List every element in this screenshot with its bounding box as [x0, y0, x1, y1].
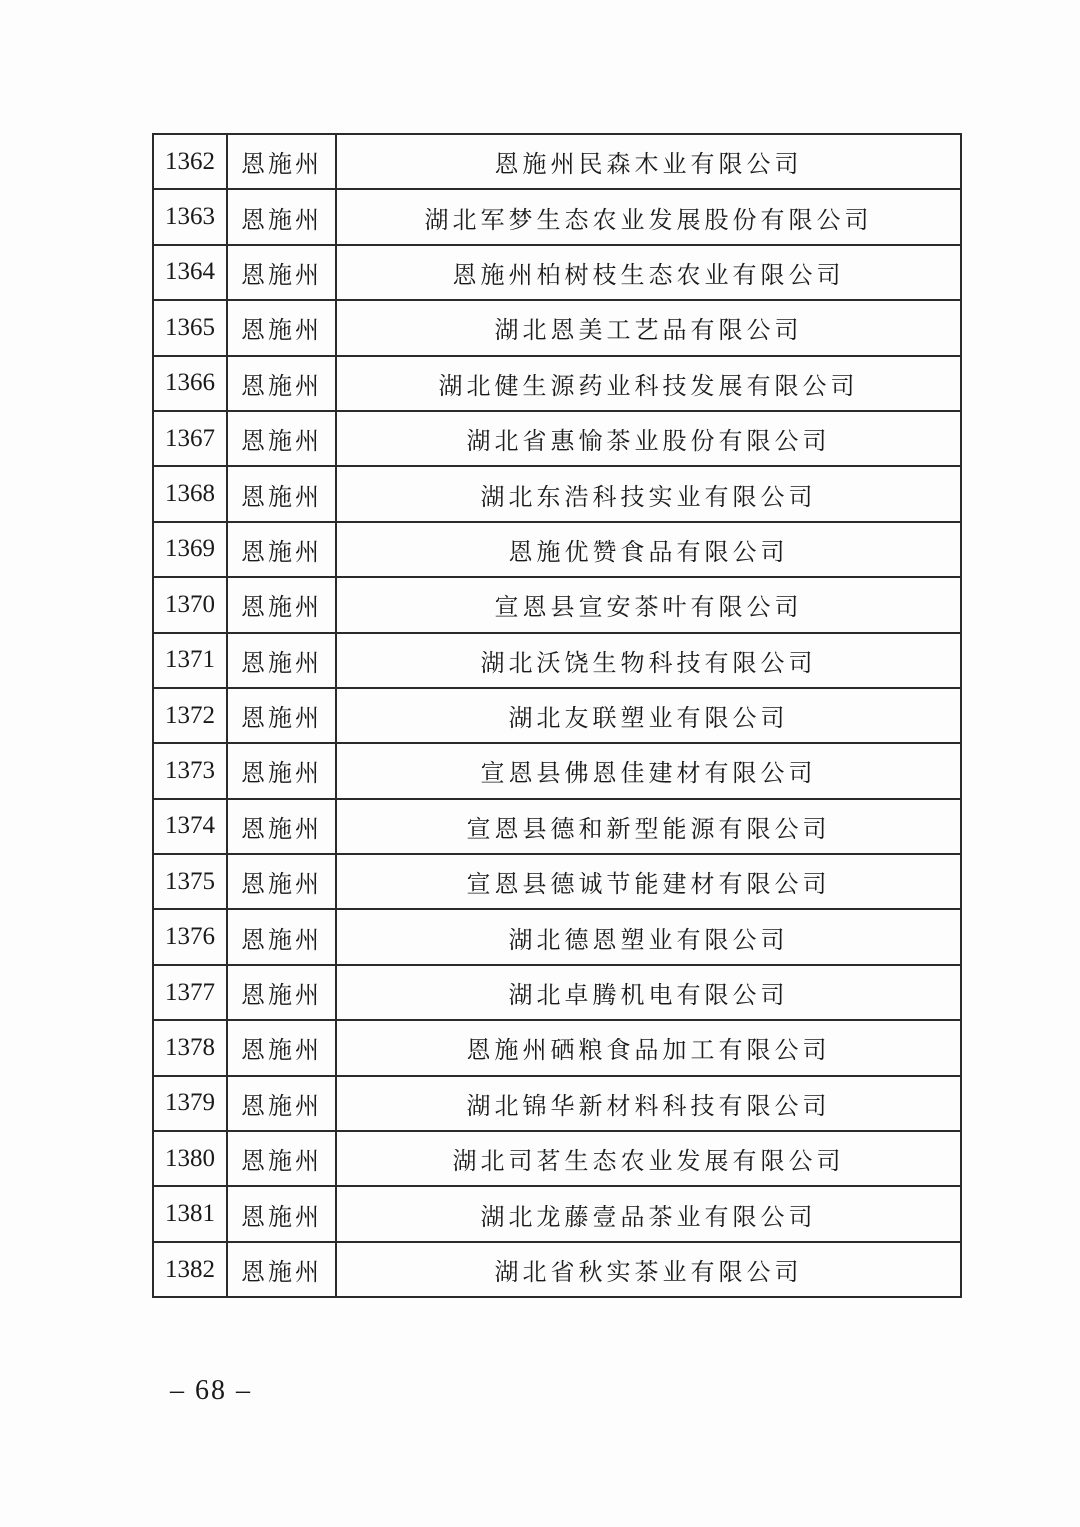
region-cell: 恩施州 — [227, 1186, 336, 1241]
company-name-cell: 恩施州硒粮食品加工有限公司 — [336, 1020, 961, 1075]
page-number: – 68 – — [170, 1375, 252, 1406]
region-cell: 恩施州 — [227, 633, 336, 688]
company-name-cell: 湖北司茗生态农业发展有限公司 — [336, 1131, 961, 1186]
row-number-cell: 1363 — [153, 189, 227, 244]
row-number-cell: 1381 — [153, 1186, 227, 1241]
region-cell: 恩施州 — [227, 356, 336, 411]
company-name-cell: 湖北友联塑业有限公司 — [336, 688, 961, 743]
row-number-cell: 1382 — [153, 1242, 227, 1297]
row-number-cell: 1364 — [153, 245, 227, 300]
company-name-cell: 恩施州柏树枝生态农业有限公司 — [336, 245, 961, 300]
company-name-cell: 湖北东浩科技实业有限公司 — [336, 466, 961, 521]
table-row — [153, 965, 961, 1020]
table-row — [153, 1131, 961, 1186]
region-cell: 恩施州 — [227, 688, 336, 743]
company-list-body — [153, 134, 961, 1297]
region-cell: 恩施州 — [227, 854, 336, 909]
company-name-cell: 湖北龙藤壹品茶业有限公司 — [336, 1186, 961, 1241]
table-row — [153, 134, 961, 189]
row-number-cell: 1368 — [153, 466, 227, 521]
company-name-cell: 湖北德恩塑业有限公司 — [336, 909, 961, 964]
region-cell: 恩施州 — [227, 411, 336, 466]
table-row — [153, 633, 961, 688]
row-number-cell: 1373 — [153, 743, 227, 798]
row-number-cell: 1366 — [153, 356, 227, 411]
company-name-cell: 湖北省秋实茶业有限公司 — [336, 1242, 961, 1297]
region-cell: 恩施州 — [227, 1131, 336, 1186]
row-number-cell: 1378 — [153, 1020, 227, 1075]
company-name-cell: 宣恩县德和新型能源有限公司 — [336, 799, 961, 854]
company-name-cell: 湖北恩美工艺品有限公司 — [336, 300, 961, 355]
region-cell: 恩施州 — [227, 1076, 336, 1131]
company-name-cell: 宣恩县德诚节能建材有限公司 — [336, 854, 961, 909]
company-name-cell: 湖北锦华新材料科技有限公司 — [336, 1076, 961, 1131]
region-cell: 恩施州 — [227, 1242, 336, 1297]
table-row — [153, 522, 961, 577]
region-cell: 恩施州 — [227, 909, 336, 964]
company-name-cell: 湖北健生源药业科技发展有限公司 — [336, 356, 961, 411]
table-row — [153, 909, 961, 964]
table-row — [153, 1242, 961, 1297]
row-number-cell: 1370 — [153, 577, 227, 632]
row-number-cell: 1371 — [153, 633, 227, 688]
table-row — [153, 854, 961, 909]
region-cell: 恩施州 — [227, 743, 336, 798]
company-name-cell: 宣恩县宣安茶叶有限公司 — [336, 577, 961, 632]
row-number-cell: 1362 — [153, 134, 227, 189]
table-row — [153, 245, 961, 300]
table-row — [153, 356, 961, 411]
table-row — [153, 688, 961, 743]
region-cell: 恩施州 — [227, 799, 336, 854]
row-number-cell: 1375 — [153, 854, 227, 909]
company-name-cell: 湖北军梦生态农业发展股份有限公司 — [336, 189, 961, 244]
table-row — [153, 1186, 961, 1241]
row-number-cell: 1377 — [153, 965, 227, 1020]
row-number-cell: 1379 — [153, 1076, 227, 1131]
table-row — [153, 743, 961, 798]
region-cell: 恩施州 — [227, 466, 336, 521]
table-row — [153, 577, 961, 632]
table-row — [153, 1020, 961, 1075]
company-name-cell: 湖北卓腾机电有限公司 — [336, 965, 961, 1020]
company-name-cell: 恩施州民森木业有限公司 — [336, 134, 961, 189]
region-cell: 恩施州 — [227, 300, 336, 355]
table-row — [153, 411, 961, 466]
region-cell: 恩施州 — [227, 189, 336, 244]
region-cell: 恩施州 — [227, 134, 336, 189]
company-list-table — [152, 133, 962, 1298]
region-cell: 恩施州 — [227, 965, 336, 1020]
company-name-cell: 湖北省惠愉茶业股份有限公司 — [336, 411, 961, 466]
table-row — [153, 799, 961, 854]
table-row — [153, 466, 961, 521]
row-number-cell: 1369 — [153, 522, 227, 577]
row-number-cell: 1374 — [153, 799, 227, 854]
region-cell: 恩施州 — [227, 245, 336, 300]
row-number-cell: 1367 — [153, 411, 227, 466]
row-number-cell: 1376 — [153, 909, 227, 964]
table-row — [153, 1076, 961, 1131]
region-cell: 恩施州 — [227, 577, 336, 632]
company-name-cell: 宣恩县佛恩佳建材有限公司 — [336, 743, 961, 798]
table-row — [153, 189, 961, 244]
row-number-cell: 1372 — [153, 688, 227, 743]
company-name-cell: 湖北沃饶生物科技有限公司 — [336, 633, 961, 688]
row-number-cell: 1365 — [153, 300, 227, 355]
region-cell: 恩施州 — [227, 1020, 336, 1075]
row-number-cell: 1380 — [153, 1131, 227, 1186]
table-row — [153, 300, 961, 355]
region-cell: 恩施州 — [227, 522, 336, 577]
company-name-cell: 恩施优赞食品有限公司 — [336, 522, 961, 577]
